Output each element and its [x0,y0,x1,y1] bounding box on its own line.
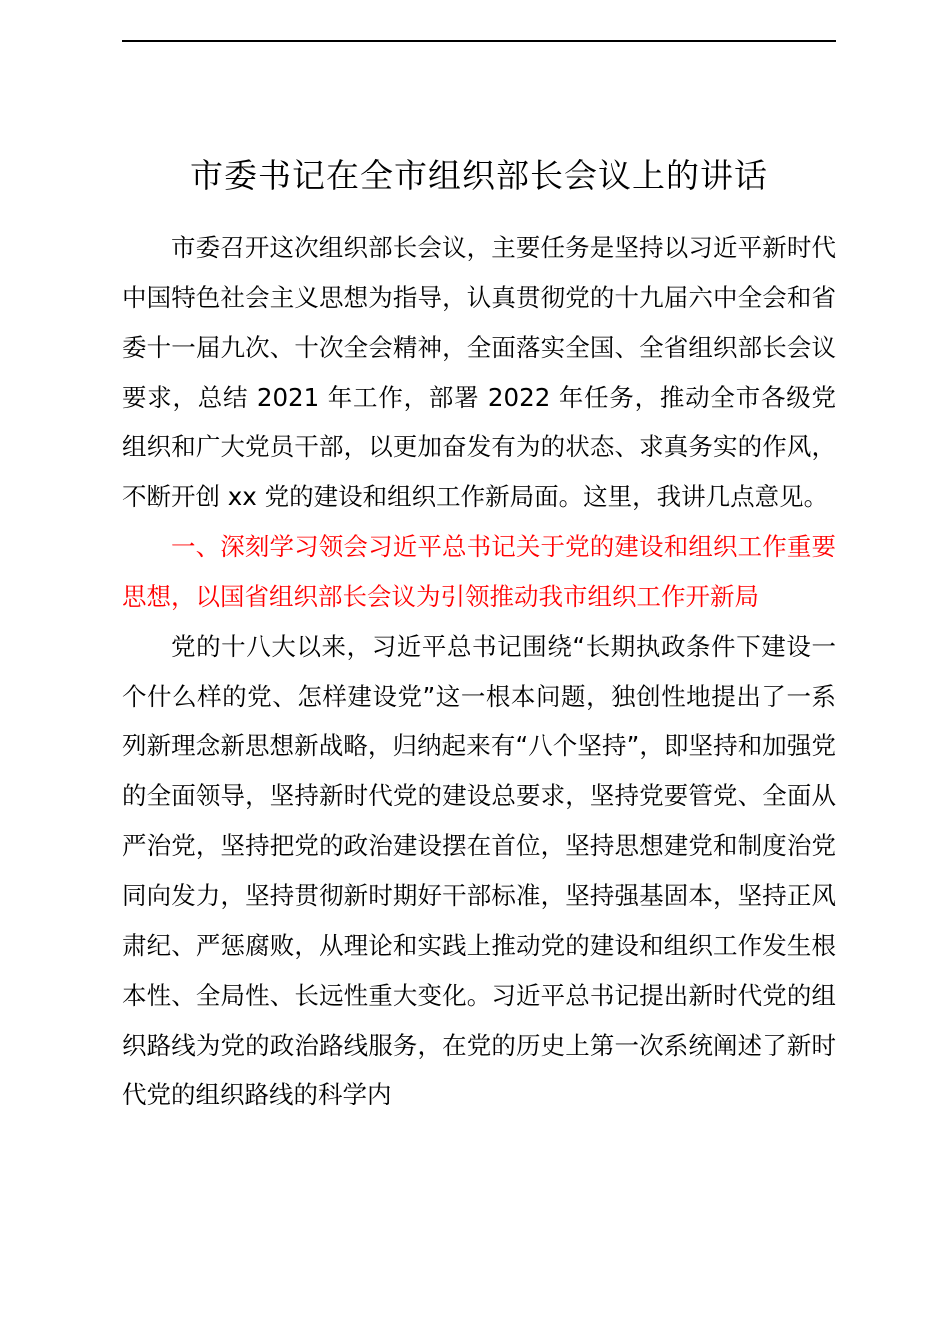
header-rule [122,40,836,42]
section-heading-1: 一、深刻学习领会习近平总书记关于党的建设和组织工作重要思想，以国省组织部长会议为引领推动我市组织工作开新局 [122,532,836,611]
body-paragraph: 党的十八大以来，习近平总书记围绕“长期执政条件下建设一个什么样的党、怎样建设党”这一根本问题，独创性地提出了一系列新理念新思想新战略，归纳起来有“八个坚持”，即坚持和加强党的全面领导，坚持新时代党的建设总要求，坚持党要管党、全面从严治党，坚持把党的政治建设摆在首位，坚持思想建党和制度治党同向发力，坚持贯彻新时期好干部标准，坚持强基固本，坚持正风肃纪、严惩腐败，从理论和实践上推动党的建设和组织工作发生根本性、全局性、长远性重大变化。习近平总书记提出新时代党的组织路线为党的政治路线服务，在党的历史上第一次系统阐述了新时代党的组织路线的科学内 [122,631,836,1110]
document-title: 市委书记在全市组织部长会议上的讲话 [190,156,768,195]
intro-paragraph: 市委召开这次组织部长会议，主要任务是坚持以习近平新时代中国特色社会主义思想为指导，认真贯彻党的十九届六中全会和省委十一届九次、十次全会精神，全面落实全国、全省组织部长会议要求，总结 2021 年工作，部署 2022 年任务，推动全市各级党组织和广大党员干部，以更加奋发有为的状态、求真务实的作风，不断开创 xx 党的建设和组织工作新局面。这里，我讲几点意见。 [122,233,836,512]
document-body [122,223,836,1120]
